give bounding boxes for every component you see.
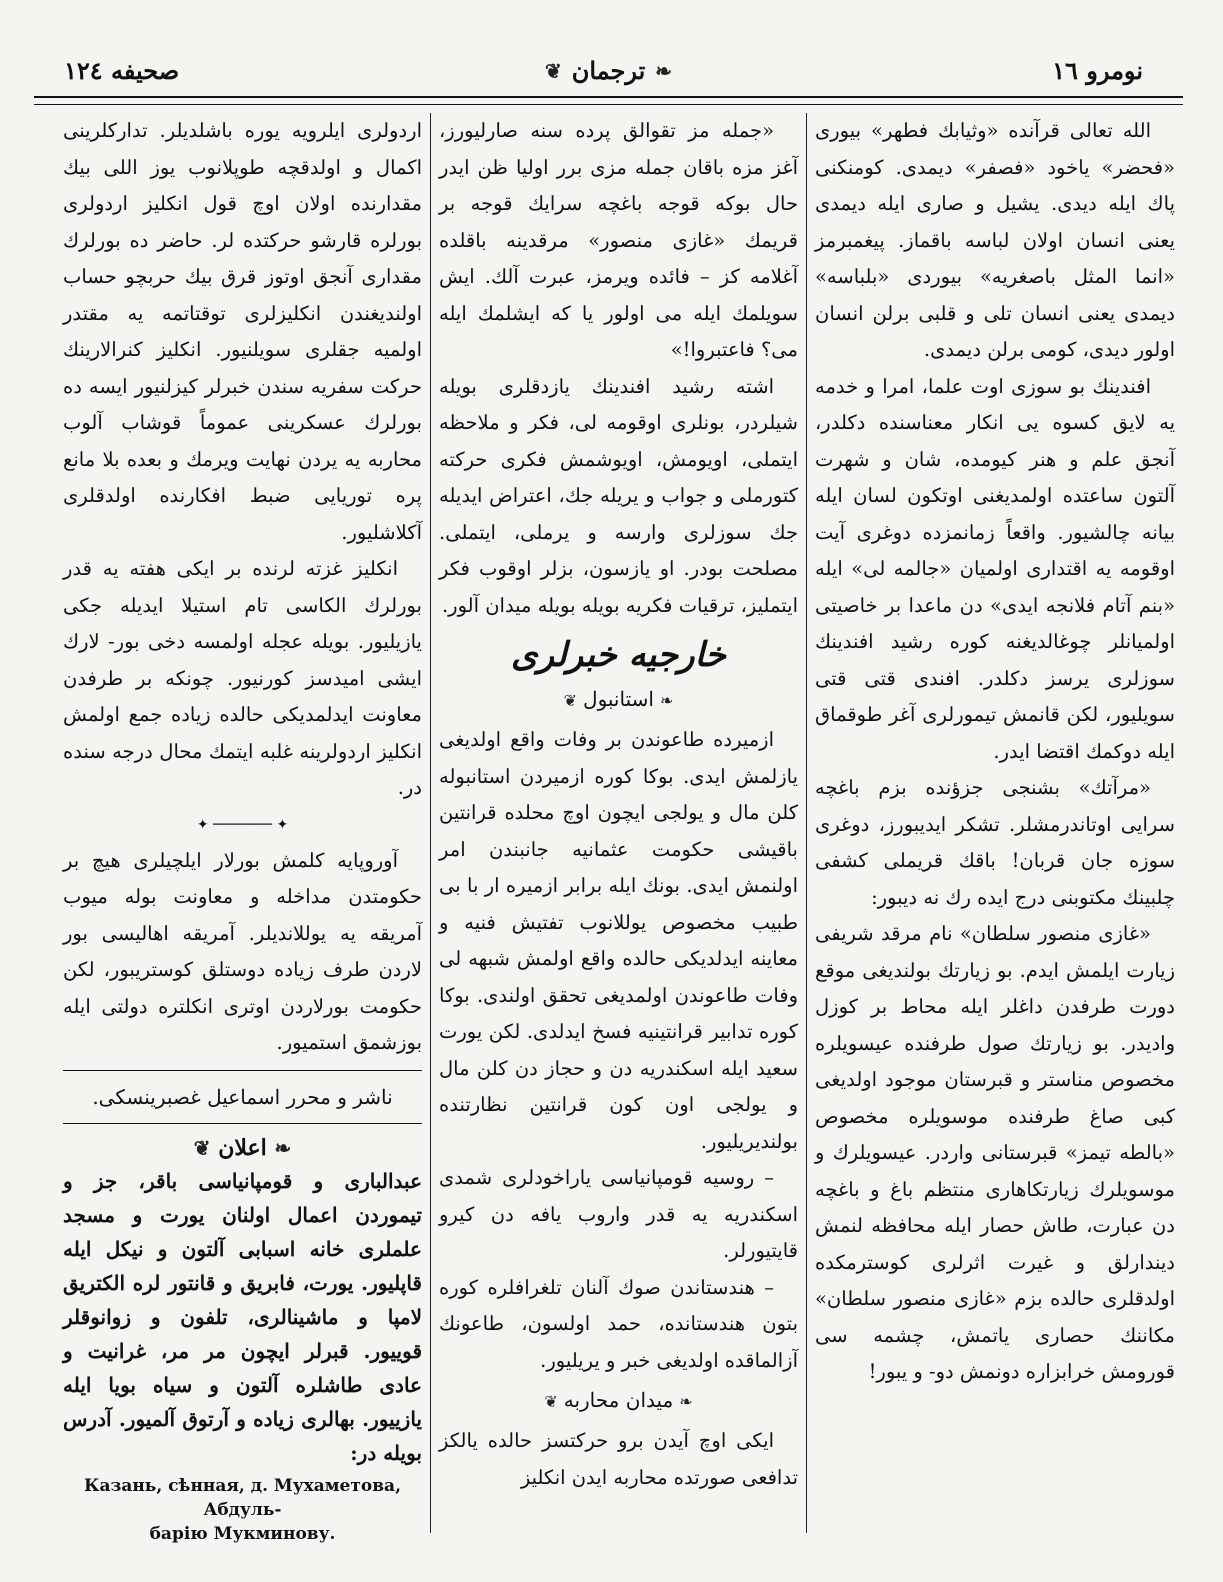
paragraph: ایکی اوچ آیدن برو حرکتسز حالده یالکز تدافعی صورتده محاربه ایدن انکلیز — [439, 1429, 798, 1489]
newspaper-title — [545, 56, 672, 85]
ornament-icon: ❧ — [679, 1392, 693, 1411]
right-ornament-icon: ❧ — [655, 58, 673, 83]
paragraph: «جمله مز تقوالق پرده سنه صارلیورز، آغز مزه باقان جمله مزی برر اولیا ظن ایدر حال بوکه قوجه باغچه سرایك قوجه بر قریمك «غازی منصور» مرقدینه باقلده آغلامه کز – فائده ویرمز، عبرت آلك. ایش سویلمك ایله می اولور یا که ایشلمك ایله می؟ فاعتبروا!» — [439, 119, 798, 361]
left-ornament-icon: ❦ — [544, 58, 562, 83]
ornament-icon: ❦ — [193, 1135, 211, 1160]
address — [63, 1474, 422, 1546]
columns — [34, 113, 1183, 1544]
ornamental-divider: ✦ ─────── ✦ — [196, 816, 289, 833]
subhead-text: استانبول — [583, 687, 654, 711]
paragraph: الله تعالی قرآنده «وثیابك فطهر» بیوری «فحضر» یاخود «فصفر» دیمدی. کومنکنی پاك ایله دیدی. یشیل و صاری ایله دیمدی یعنی انسان اولان لباسه باقماز. پیغمبرمز «انما المثل باصغریه» بیوردی «بلباسه» دیمدی یعنی انسان تلی و قلبی برلن انسان اولور دیدی، کومی برلن دیمدی. — [815, 119, 1175, 361]
ornament-icon: ❧ — [274, 1135, 292, 1160]
ornament-icon: ❦ — [544, 1392, 558, 1411]
paragraph: آوروپایه کلمش بورلار ایلچیلری هیچ بر حکومتدن مداخله و معاونت بوله میوب آمریقه یه یوللاندیلر. آمریقه اهالیسی بور لاردن طرف زیاده دوستلق کوستریبور، لکن حکومت بورلاردن اوتری انکلتره دولتی ایله بوزشمق استمیور. — [63, 848, 422, 1054]
ornament-icon: ❦ — [563, 691, 578, 710]
page-number: صحیفه ۱۲٤ — [64, 56, 180, 85]
paragraph: انکلیز غزته لرنده بر ایکی هفته یه قدر بورلرك الکاسی تام استیلا ایدیله جکی یازیلیور. بویله عجله اولمسه دخی بور- لارك ایشی امیدسز کورنیور. چونکه بر طرفدن معاونت ایدلمدیکی حالده زیاده جمع اولمش انکلیز اردولرینه غلبه ایتمك محال درجه سنده در. — [63, 557, 422, 799]
paragraph: افندینك بو سوزی اوت علما، امرا و خدمه یه لایق کسوه یی انکار معناسنده دکلدر، آنجق علم و هنر کیومده، شان و شهرت آلتون ساعتده اولمدیغنی اوتکون لسان ایله بیانه چالشیور. واقعاً زمانمزده دوغری آیت اوقومه یه اقتداری اولمیان «جالمه لی» ایله «بنم آتام فلانجه ایدی» دن ماعدا بر خاصیتی اولمیانلر چوغالدیغنه کوره رشید افندینك سوزلری یرسز دکلدر. افندی قتی قتی سویلیور، لکن قانمش تیمورلری آغر طوقماق ایله دوکمك اقتضا ایدر. — [815, 374, 1176, 763]
address-line: барію Мукминову. — [149, 1523, 336, 1544]
section-title: خارجیه خبرلری — [511, 635, 726, 675]
ad-title — [63, 1132, 422, 1164]
subhead-istanbul — [439, 682, 798, 718]
paragraph: – روسیه قومپانیاسی یاراخودلری شمدی اسکندریه یه قدر واروب یافه دن کیرو قایتیورلر. — [439, 1166, 798, 1262]
paragraph: اردولری ایلرویه یوره باشلدیلر. تدارکلرینی اکمال و اولدقچه طوپلانوب یوز اللی بیك مقدارنده اولان اوچ قول انکلیز اردولری بورلره قارشو حرکتده لر. حاضر ده بورلرك مقداری آنجق اوتوز قرق بیك حربچو حساب اولندیغندن انکلیزلری توقتاتمه یه مقتدر اولمیه جقلری سویلنیور. انکلیز کنرالارینك حرکت سفریه سندن خبرلر کیزلنیور ایسه ده بورلرك عسکرینی عموماً قوشاب آلوب محاربه یه یردن نهایت ویرمك و بعده بلا مانع پره توریایی ضبط افکارنده اولدقلری آکلاشلیور. — [63, 119, 422, 544]
paragraph: «مرآتك» بشنجی جزؤنده بزم باغچه سرایی اوتاندرمشلر. تشکر ایدیبورز، دوغری سوزه جان قربان! باقك قریملی کشفی چلبینك مکتوبنی درج ایده رك نه دیبور: — [815, 776, 1175, 909]
ad-text: عبدالباری و قومپانیاسی باقر، جز و تیموردن اعمال اولنان یورت و مسجد علملری خانه اسبابی آلتون و نیکل ایله قاپلیور. یورت، فابریق و قانتور لره الکتریق لامپا و ماشینالری، تلفون و زوانوقلر قوییور. قبرلر ایچون مر مر، غرانیت و عادی طاشلره آلتون و سیاه بویا ایله یازییور. بهالری زیاده و آرتوق آلمیور. آدرس بویله در: — [63, 1168, 422, 1465]
subhead-text: میدان محاربه — [563, 1388, 674, 1412]
horizontal-rule — [63, 1123, 422, 1124]
masthead — [34, 48, 1183, 92]
publisher-line: ناشر و محرر اسماعیل غصبرینسکی. — [92, 1084, 393, 1109]
left-column — [55, 113, 431, 1544]
address-line: Казань, сѣнная, д. Мухаметова, Абдуль- — [84, 1475, 401, 1520]
subhead-battlefield — [439, 1383, 798, 1419]
header-rule — [34, 96, 1183, 105]
ad-title-text: اعلان — [218, 1134, 267, 1161]
issue-number: نومرو ۱٦ — [1052, 56, 1143, 85]
paragraph: ازمیرده طاعوندن بر وفات واقع اولدیغی یازلمش ایدی. بوکا کوره ازمیردن استانبوله کلن مال و یولجی ایچون اوچ محلده قرانتین باقیشی حکومت عثمانیه جانبندن امر اولنمش ایدی. بونك ایله برابر ازمیره ار با بی طبیب مخصوص یوللانوب تفتیش فنیه و معاینه ایدلدیکی حالده واقع اولمش شبهه لی وفات طاعوندن اولمدیغی تحقق اولندی. بوکا کوره تدابیر قرانتینیه فسخ ایدلدی. لکن یورت سعید ایله اسکندریه دن و حجاز دن کلن مال و یولجی اون کون قرانتین نظارتنده بولندیریلیور. — [439, 728, 798, 1153]
paragraph: – هندستاندن صوك آلنان تلغرافلره کوره بتون هندستانده، حمد اولسون، طاعونك آزالماقده اولدیغی خبر و یریلیور. — [439, 1275, 798, 1372]
middle-column — [431, 113, 807, 1533]
right-column — [807, 113, 1183, 1533]
paragraph: «غازی منصور سلطان» نام مرقد شریفی زیارت ایلمش ایدم. بو زیارتك بولندیغی موقع دورت طرفدن داغلر ایله محاط بر کوزل وادیدر. بو زیارتك صول طرفنده عیسویلره مخصوص مناستر و قبرستان موجود اولدیغی کبی صاغ طرفنده موسویلره مخصوص «بالطه تیمز» قبرستانی واردر. عیسویلرك و موسویلرك زیارتکاهاری منتظم باغ و باغچه دن عبارت، طاش حصار ایله محافظه لنمش دیندارلق و غیرت اثرلری کوسترمکده اولدقلری حالده بزم «غازی منصور سلطان» مکاننك حصاری یاتمش، چشمه سی قورومش خرابزاره دونمش دو- و یبور! — [815, 922, 1175, 1383]
ornament-icon: ❧ — [659, 691, 674, 710]
horizontal-rule — [63, 1070, 422, 1071]
paragraph: اشته رشید افندینك یازدقلری بویله شیلردر، بونلری اوقومه لی، فکر و ملاحظه ایتملی، اویومش، اویوشمش فکری حرکته کتورملی و جواب و یریله جك، اعتراض ایدیله جك سوزلری وارسه و یرملی، ایتملی. مصلحت بودر. او یازسون، بزلر اوقوب فکر ایتملیز، ترقیات فکریه بویله بویله میدان آلور. — [439, 374, 798, 617]
title-text: ترجمان — [571, 56, 646, 85]
